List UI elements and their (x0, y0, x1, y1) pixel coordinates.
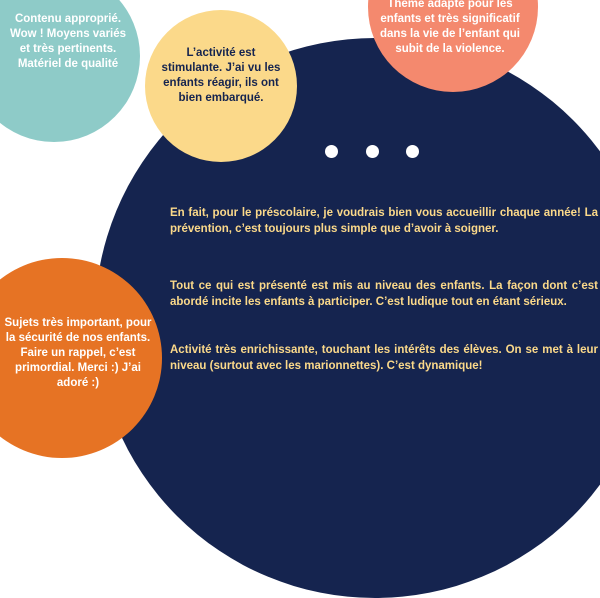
orange-bubble-text: Sujets très important, pour la sécurité de nos enfants. Faire un rappel, c’est primordial. Merci :) J’ai adoré :) (4, 317, 152, 389)
testimonial-3: Activité très enrichissante, touchant les intérêts des élèves. On se met à leur niveau (surtout avec les marionnettes). C’est dynamique! (170, 344, 598, 373)
dot-icon (406, 145, 419, 158)
teal-bubble-text: Contenu approprié. Wow ! Moyens variés et très pertinents. Matériel de qualité (9, 13, 127, 70)
yellow-bubble-text: L’activité est stimulante. J’ai vu les enfants réagir, ils ont bien embarqué. (161, 47, 281, 104)
dot-icon (325, 145, 338, 158)
dot-icon (366, 145, 379, 158)
testimonial-1: En fait, pour le préscolaire, je voudrais bien vous accueillir chaque année! La prévention, c’est toujours plus simple que d’avoir à soigner. (170, 207, 598, 236)
salmon-bubble-text: Thème adapté pour les enfants et très significatif dans la vie de l’enfant qui subit de la violence. (380, 0, 520, 55)
testimonial-2: Tout ce qui est présenté est mis au niveau des enfants. La façon dont c’est abordé incite les enfants à participer. C’est ludique tout en étant sérieux. (170, 280, 598, 309)
